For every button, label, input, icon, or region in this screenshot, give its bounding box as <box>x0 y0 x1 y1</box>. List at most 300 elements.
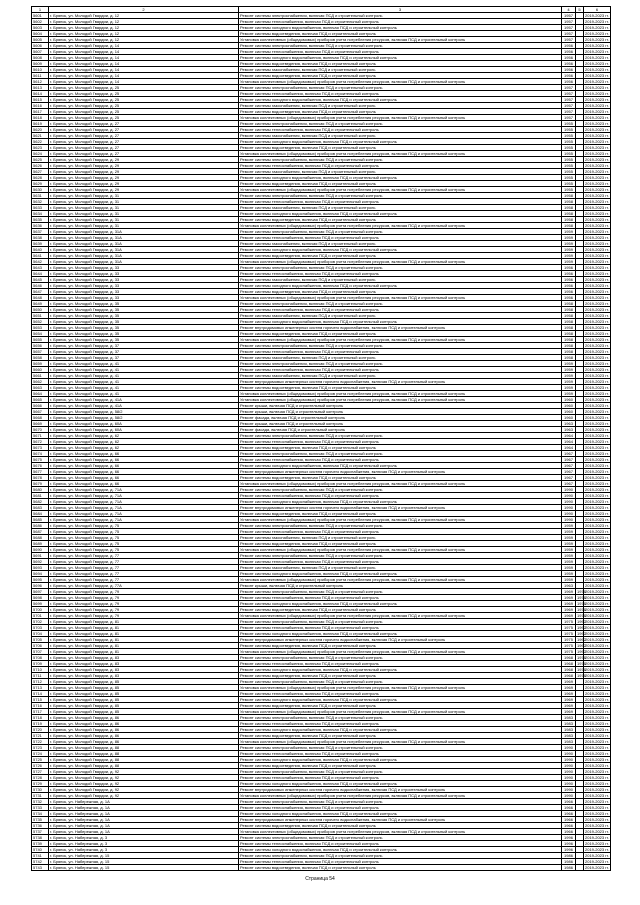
address-cell: г. Брянск, ул. Молодой Гвардии, д. 25 <box>49 103 239 109</box>
build-year-cell: 1967 <box>562 481 576 487</box>
row-number-cell: 5740 <box>32 847 49 853</box>
work-type-cell: Установка коллективных (общедомовых) приборов учета потребления ресурсов, включая ПСД и строительный контроль <box>239 295 562 301</box>
period-cell: 2019-2023 гг. <box>585 289 609 294</box>
row-number-cell: 5687 <box>32 529 49 535</box>
work-type-cell: Ремонт системы электроснабжения, включая ПСД и строительный контроль <box>239 619 562 625</box>
work-type-cell: Ремонт системы электроснабжения, включая ПСД и строительный контроль <box>239 745 562 751</box>
work-type-cell: Ремонт фасада, включая ПСД и строительный контроль <box>239 427 562 433</box>
address-cell: г. Брянск, ул. Молодой Гвардии, д. 35 <box>49 325 239 331</box>
row-number-cell: 5626 <box>32 163 49 169</box>
period-cell: 2019-2023 гг. <box>585 463 609 468</box>
work-type-cell: Ремонт системы теплоснабжения, включая ПСД и строительный контроль <box>239 235 562 241</box>
address-cell: г. Брянск, ул. Молодой Гвардии, д. 29 <box>49 163 239 169</box>
period-cell: 2019-2023 гг. <box>585 139 609 144</box>
row-number-cell: 5739 <box>32 841 49 847</box>
work-type-cell: Ремонт системы холодного водоснабжения, включая ПСД и строительный контроль <box>239 571 562 577</box>
build-year-cell: 1983 <box>562 727 576 733</box>
second-year-cell: 1992 <box>577 619 586 624</box>
table-body <box>32 13 611 871</box>
build-year-cell: 1969 <box>562 703 576 709</box>
build-year-cell: 1958 <box>562 307 576 313</box>
period-cell: 2019-2023 гг. <box>585 709 609 714</box>
address-cell: г. Брянск, ул. Молодой Гвардии, д. 83 <box>49 667 239 673</box>
row-number-cell: 5603 <box>32 25 49 31</box>
row-number-cell: 5704 <box>32 631 49 637</box>
build-year-cell: 1960 <box>562 397 576 403</box>
row-number-cell: 5674 <box>32 451 49 457</box>
work-type-cell: Ремонт системы теплоснабжения, включая ПСД и строительный контроль <box>239 49 562 55</box>
address-cell: г. Брянск, ул. Молодой Гвардии, д. 88 <box>49 745 239 751</box>
period-cell: 2019-2023 гг. <box>585 829 609 834</box>
period-cell: 2019-2023 гг. <box>585 241 609 246</box>
address-cell: г. Брянск, ул. Молодой Гвардии, д. 14 <box>49 73 239 79</box>
build-year-cell: 1990 <box>562 775 576 781</box>
row-number-cell: 5715 <box>32 697 49 703</box>
row-number-cell: 5624 <box>32 151 49 157</box>
row-number-cell: 5649 <box>32 301 49 307</box>
work-type-cell: Ремонт крыши, включая ПСД и строительный контроль <box>239 421 562 427</box>
row-number-cell: 5643 <box>32 265 49 271</box>
period-cell: 2019-2023 гг. <box>585 79 609 84</box>
address-cell: г. Брянск, ул. Набережная, д. 1А <box>49 805 239 811</box>
row-number-cell: 5669 <box>32 421 49 427</box>
work-type-cell: Ремонт системы теплоснабжения, включая ПСД и строительный контроль <box>239 271 562 277</box>
build-year-cell: 1958 <box>562 355 576 361</box>
work-type-cell: Ремонт системы электроснабжения, включая ПСД и строительный контроль <box>239 265 562 271</box>
row-number-cell: 5662 <box>32 379 49 385</box>
period-cell: 2019-2023 гг. <box>585 475 609 480</box>
period-cell: 2019-2023 гг. <box>585 721 609 726</box>
build-year-cell: 1983 <box>562 715 576 721</box>
column-number: 2 <box>49 7 239 13</box>
row-number-cell: 5731 <box>32 793 49 799</box>
address-cell: г. Брянск, ул. Молодой Гвардии, д. 12 <box>49 31 239 37</box>
work-type-cell: Ремонт системы электроснабжения, включая ПСД и строительный контроль <box>239 835 562 841</box>
work-type-cell: Ремонт системы газоснабжения, включая ПСД и строительный контроль <box>239 313 562 319</box>
row-number-cell: 5625 <box>32 157 49 163</box>
address-cell: г. Брянск, ул. Молодой Гвардии, д. 31А <box>49 253 239 259</box>
period-cell: 2019-2023 гг. <box>585 529 609 534</box>
period-cell: 2019-2023 гг. <box>585 685 609 690</box>
row-number-cell: 5691 <box>32 553 49 559</box>
address-cell: г. Брянск, ул. Молодой Гвардии, д. 35 <box>49 319 239 325</box>
period-cell: 2019-2023 гг. <box>585 109 609 114</box>
build-year-cell: 1969 <box>562 679 576 685</box>
build-year-cell: 1996 <box>562 841 576 847</box>
work-type-cell: Установка коллективных (общедомовых) приборов учета потребления ресурсов, включая ПСД и строительный контроль <box>239 223 562 229</box>
address-cell: г. Брянск, ул. Молодой Гвардии, д. 66 <box>49 469 239 475</box>
build-year-cell: 1955 <box>562 175 576 181</box>
row-number-cell: 5692 <box>32 559 49 565</box>
work-type-cell: Ремонт системы электроснабжения, включая ПСД и строительный контроль <box>239 193 562 199</box>
work-type-cell: Ремонт системы холодного водоснабжения, включая ПСД и строительный контроль <box>239 247 562 253</box>
build-year-cell: 1968 <box>562 655 576 661</box>
period-cell: 2019-2023 гг. <box>585 661 609 666</box>
period-cell: 2019-2023 гг. <box>585 763 609 768</box>
address-cell: г. Брянск, ул. Молодой Гвардии, д. 29 <box>49 169 239 175</box>
address-cell: г. Брянск, ул. Молодой Гвардии, д. 37 <box>49 343 239 349</box>
work-type-cell: Установка коллективных (общедомовых) приборов учета потребления ресурсов, включая ПСД и строительный контроль <box>239 685 562 691</box>
period-cell: 2019-2023 гг. <box>585 43 609 48</box>
build-year-cell: 1955 <box>562 139 576 145</box>
address-cell: г. Брянск, ул. Набережная, д. 1А <box>49 811 239 817</box>
period-cell: 2019-2023 гг. <box>585 379 609 384</box>
address-cell: г. Брянск, ул. Молодой Гвардии, д. 83 <box>49 673 239 679</box>
build-year-cell: 1963 <box>562 427 576 433</box>
period-cell: 2019-2023 гг. <box>585 253 609 258</box>
address-cell: г. Брянск, ул. Молодой Гвардии, д. 33 <box>49 289 239 295</box>
work-type-cell: Ремонт системы холодного водоснабжения, включая ПСД и строительный контроль <box>239 97 562 103</box>
row-number-cell: 5637 <box>32 229 49 235</box>
row-number-cell: 5628 <box>32 175 49 181</box>
work-type-cell: Ремонт внутридомовых инженерных систем горячего водоснабжения, включая ПСД и строительный контроль <box>239 637 562 643</box>
work-type-cell: Ремонт системы водоотведения, включая ПСД и строительный контроль <box>239 385 562 391</box>
build-year-cell: 1975 <box>562 643 576 649</box>
row-number-cell: 5653 <box>32 325 49 331</box>
period-cell: 2019-2023 гг. <box>585 745 609 750</box>
address-cell: г. Брянск, ул. Молодой Гвардии, д. 12 <box>49 19 239 25</box>
work-type-cell: Ремонт системы холодного водоснабжения, включая ПСД и строительный контроль <box>239 55 562 61</box>
build-year-cell: 1966 <box>562 829 576 835</box>
build-year-cell: 1956 <box>562 61 576 67</box>
address-cell: г. Брянск, ул. Молодой Гвардии, д. 92 <box>49 781 239 787</box>
period-cell: 2019-2023 гг. <box>585 643 609 648</box>
row-number-cell: 5697 <box>32 589 49 595</box>
period-cell: 2019-2023 гг. <box>585 793 609 798</box>
row-number-cell: 5650 <box>32 307 49 313</box>
period-cell: 2019-2023 гг. <box>585 421 609 426</box>
build-year-cell: 1959 <box>562 571 576 577</box>
work-type-cell: Ремонт системы электроснабжения, включая ПСД и строительный контроль <box>239 343 562 349</box>
address-cell: г. Брянск, ул. Молодой Гвардии, д. 66 <box>49 451 239 457</box>
work-type-cell: Ремонт системы теплоснабжения, включая ПСД и строительный контроль <box>239 859 562 865</box>
build-year-cell: 1968 <box>562 667 576 673</box>
build-year-cell: 1956 <box>562 265 576 271</box>
period-cell: 2019-2023 гг. <box>585 589 609 594</box>
work-type-cell: Установка коллективных (общедомовых) приборов учета потребления ресурсов, включая ПСД и строительный контроль <box>239 739 562 745</box>
build-year-cell: 1990 <box>562 793 576 799</box>
address-cell: г. Брянск, ул. Набережная, д. 1А <box>49 829 239 835</box>
period-cell: 2019-2023 гг. <box>585 739 609 744</box>
build-year-cell: 1959 <box>562 373 576 379</box>
address-cell: г. Брянск, ул. Молодой Гвардии, д. 62 <box>49 439 239 445</box>
row-number-cell: 5670 <box>32 427 49 433</box>
work-type-cell: Ремонт системы холодного водоснабжения, включая ПСД и строительный контроль <box>239 667 562 673</box>
work-type-cell: Ремонт системы водоотведения, включая ПСД и строительный контроль <box>239 331 562 337</box>
row-number-cell: 5701 <box>32 613 49 619</box>
row-number-cell: 5645 <box>32 277 49 283</box>
build-year-cell: 1990 <box>562 499 576 505</box>
work-type-cell: Ремонт системы электроснабжения, включая ПСД и строительный контроль <box>239 679 562 685</box>
period-cell: 2019-2023 гг. <box>585 193 609 198</box>
period-cell: 2019-2023 гг. <box>585 145 609 150</box>
address-cell: г. Брянск, ул. Молодой Гвардии, д. 41 <box>49 367 239 373</box>
period-cell: 2019-2023 гг. <box>585 121 609 126</box>
period-cell: 2019-2023 гг. <box>585 577 609 582</box>
period-cell: 2019-2023 гг. <box>585 595 609 600</box>
work-type-cell: Ремонт системы холодного водоснабжения, включая ПСД и строительный контроль <box>239 139 562 145</box>
work-type-cell: Ремонт системы водоотведения, включая ПСД и строительный контроль <box>239 31 562 37</box>
period-cell: 2019-2023 гг. <box>585 49 609 54</box>
work-type-cell: Ремонт системы теплоснабжения, включая ПСД и строительный контроль <box>239 367 562 373</box>
period-cell: 2019-2023 гг. <box>585 163 609 168</box>
address-cell: г. Брянск, ул. Молодой Гвардии, д. 81 <box>49 649 239 655</box>
build-year-cell: 1983 <box>562 733 576 739</box>
build-year-cell: 1956 <box>562 43 576 49</box>
build-year-cell: 1956 <box>562 289 576 295</box>
work-type-cell: Ремонт системы водоотведения, включая ПСД и строительный контроль <box>239 217 562 223</box>
build-year-cell: 1957 <box>562 85 576 91</box>
address-cell: г. Брянск, ул. Молодой Гвардии, д. 14 <box>49 61 239 67</box>
row-number-cell: 5725 <box>32 757 49 763</box>
work-type-cell: Ремонт системы теплоснабжения, включая ПСД и строительный контроль <box>239 91 562 97</box>
period-cell: 2019-2023 гг. <box>585 853 609 858</box>
address-cell: г. Брянск, ул. Молодой Гвардии, д. 77 <box>49 559 239 565</box>
address-cell: г. Брянск, ул. Набережная, д. 15 <box>49 859 239 865</box>
period-cell: 2019-2023 гг. <box>585 505 609 510</box>
row-number-cell: 5631 <box>32 193 49 199</box>
row-number-cell: 5726 <box>32 763 49 769</box>
work-type-cell: Ремонт системы электроснабжения, включая ПСД и строительный контроль <box>239 715 562 721</box>
period-cell: 2019-2023 гг. <box>585 127 609 132</box>
address-cell: г. Брянск, ул. Молодой Гвардии, д. 62 <box>49 433 239 439</box>
work-type-cell: Ремонт системы газоснабжения, включая ПСД и строительный контроль <box>239 373 562 379</box>
address-cell: г. Брянск, ул. Набережная, д. 1А <box>49 823 239 829</box>
period-cell: 2019-2023 гг. <box>585 583 609 588</box>
address-cell: г. Брянск, ул. Молодой Гвардии, д. 31А <box>49 235 239 241</box>
address-cell: г. Брянск, ул. Молодой Гвардии, д. 27 <box>49 121 239 127</box>
period-cell: 2019-2023 гг. <box>585 307 609 312</box>
work-type-cell: Ремонт внутридомовых инженерных систем горячего водоснабжения, включая ПСД и строительный контроль <box>239 379 562 385</box>
work-type-cell: Ремонт системы водоотведения, включая ПСД и строительный контроль <box>239 253 562 259</box>
address-cell: г. Брянск, ул. Молодой Гвардии, д. 35 <box>49 337 239 343</box>
row-number-cell: 5660 <box>32 367 49 373</box>
work-type-cell: Установка коллективных (общедомовых) приборов учета потребления ресурсов, включая ПСД и строительный контроль <box>239 517 562 523</box>
row-number-cell: 5668 <box>32 415 49 421</box>
build-year-cell: 1959 <box>562 241 576 247</box>
row-number-cell: 5616 <box>32 103 49 109</box>
work-type-cell: Установка коллективных (общедомовых) приборов учета потребления ресурсов, включая ПСД и строительный контроль <box>239 793 562 799</box>
address-cell: г. Брянск, ул. Молодой Гвардии, д. 25 <box>49 91 239 97</box>
period-cell: 2019-2023 гг. <box>585 865 609 870</box>
build-year-cell: 1959 <box>562 379 576 385</box>
row-number-cell: 5720 <box>32 727 49 733</box>
row-number-cell: 5638 <box>32 235 49 241</box>
address-cell: г. Брянск, ул. Молодой Гвардии, д. 31А <box>49 229 239 235</box>
row-number-cell: 5623 <box>32 145 49 151</box>
second-year-cell: 1992 <box>577 625 586 630</box>
period-cell: 2019-2023 гг. <box>585 37 609 42</box>
row-number-cell: 5682 <box>32 499 49 505</box>
row-number-cell: 5735 <box>32 817 49 823</box>
column-number: 1 <box>32 7 49 13</box>
second-year-cell: 1992 <box>577 631 586 636</box>
build-year-cell: 1968 <box>562 661 576 667</box>
address-cell: г. Брянск, ул. Молодой Гвардии, д. 75 <box>49 535 239 541</box>
work-type-cell: Ремонт системы водоотведения, включая ПСД и строительный контроль <box>239 475 562 481</box>
address-cell: г. Брянск, ул. Молодой Гвардии, д. 31 <box>49 199 239 205</box>
address-cell: г. Брянск, ул. Молодой Гвардии, д. 60А <box>49 427 239 433</box>
work-type-cell: Ремонт внутридомовых инженерных систем горячего водоснабжения, включая ПСД и строительный контроль <box>239 505 562 511</box>
work-type-cell: Ремонт системы теплоснабжения, включая ПСД и строительный контроль <box>239 457 562 463</box>
row-number-cell: 5721 <box>32 733 49 739</box>
work-type-cell: Ремонт системы электроснабжения, включая ПСД и строительный контроль <box>239 301 562 307</box>
build-year-cell: 1959 <box>562 385 576 391</box>
work-type-cell: Ремонт системы холодного водоснабжения, включая ПСД и строительный контроль <box>239 211 562 217</box>
period-cell: 2019-2023 гг. <box>585 799 609 804</box>
build-year-cell: 1958 <box>562 325 576 331</box>
work-type-cell: Установка коллективных (общедомовых) приборов учета потребления ресурсов, включая ПСД и строительный контроль <box>239 259 562 265</box>
build-year-cell: 1958 <box>562 343 576 349</box>
period-cell: 2019-2023 гг. <box>585 805 609 810</box>
period-cell: 2019-2023 гг. <box>585 361 609 366</box>
address-cell: г. Брянск, ул. Молодой Гвардии, д. 31 <box>49 211 239 217</box>
build-year-cell: 1983 <box>562 739 576 745</box>
work-type-cell: Ремонт системы теплоснабжения, включая ПСД и строительный контроль <box>239 163 562 169</box>
work-type-cell: Ремонт системы теплоснабжения, включая ПСД и строительный контроль <box>239 199 562 205</box>
row-number-cell: 5634 <box>32 211 49 217</box>
address-cell: г. Брянск, ул. Молодой Гвардии, д. 88 <box>49 757 239 763</box>
work-type-cell: Ремонт системы водоотведения, включая ПСД и строительный контроль <box>239 733 562 739</box>
period-cell: 2019-2023 гг. <box>585 769 609 774</box>
address-cell: г. Брянск, ул. Молодой Гвардии, д. 33 <box>49 271 239 277</box>
address-cell: г. Брянск, ул. Молодой Гвардии, д. 81 <box>49 637 239 643</box>
page-number: Страница 54 <box>305 876 335 882</box>
period-cell: 2019-2023 гг. <box>585 31 609 36</box>
row-number-cell: 5658 <box>32 355 49 361</box>
build-year-cell: 1957 <box>562 19 576 25</box>
period-cell: 2019-2023 гг. <box>585 427 609 432</box>
row-number-cell: 5708 <box>32 655 49 661</box>
row-number-cell: 5684 <box>32 511 49 517</box>
row-number-cell: 5734 <box>32 811 49 817</box>
address-cell: г. Брянск, ул. Молодой Гвардии, д. 41 <box>49 391 239 397</box>
address-cell: г. Брянск, ул. Молодой Гвардии, д. 37 <box>49 349 239 355</box>
work-type-cell: Ремонт системы электроснабжения, включая ПСД и строительный контроль <box>239 523 562 529</box>
period-cell: 2019-2023 гг. <box>585 151 609 156</box>
period-cell: 2019-2023 гг. <box>585 625 609 630</box>
work-type-cell: Ремонт системы электроснабжения, включая ПСД и строительный контроль <box>239 853 562 859</box>
build-year-cell: 1958 <box>562 217 576 223</box>
address-cell: г. Брянск, ул. Молодой Гвардии, д. 31 <box>49 205 239 211</box>
build-year-cell: 1957 <box>562 37 576 43</box>
build-year-cell: 1990 <box>562 505 576 511</box>
address-cell: г. Брянск, ул. Молодой Гвардии, д. 79 <box>49 613 239 619</box>
build-year-cell: 1955 <box>562 157 576 163</box>
column-number: 4 <box>562 7 576 13</box>
row-number-cell: 5707 <box>32 649 49 655</box>
address-cell: г. Брянск, ул. Молодой Гвардии, д. 85 <box>49 703 239 709</box>
address-cell: г. Брянск, ул. Молодой Гвардии, д. 12 <box>49 25 239 31</box>
period-cell: 2019-2023 гг. <box>585 97 609 102</box>
period-cell: 2019-2023 гг. <box>585 607 609 612</box>
period-cell: 2019-2023 гг. <box>585 349 609 354</box>
period-cell: 2019-2023 гг. <box>585 235 609 240</box>
work-type-cell: Ремонт системы теплоснабжения, включая ПСД и строительный контроль <box>239 595 562 601</box>
address-cell: г. Брянск, ул. Молодой Гвардии, д. 27 <box>49 151 239 157</box>
period-cell: 2019-2023 гг. <box>585 277 609 282</box>
build-year-cell: 1986 <box>562 865 576 871</box>
address-cell: г. Брянск, ул. Молодой Гвардии, д. 33 <box>49 283 239 289</box>
build-year-cell: 1959 <box>562 523 576 529</box>
row-number-cell: 5714 <box>32 691 49 697</box>
build-year-cell: 1959 <box>562 235 576 241</box>
second-year-cell: 1992 <box>577 637 586 642</box>
period-cell: 2019-2023 гг. <box>585 631 609 636</box>
period-cell: 2019-2023 гг. <box>585 181 609 186</box>
row-number-cell: 5656 <box>32 343 49 349</box>
row-number-cell: 5665 <box>32 397 49 403</box>
column-number: 5 <box>576 7 584 13</box>
address-cell: г. Брянск, ул. Молодой Гвардии, д. 77 <box>49 571 239 577</box>
row-number-cell: 5718 <box>32 715 49 721</box>
column-number: 3 <box>239 7 562 13</box>
build-year-cell: 1969 <box>562 607 576 613</box>
second-year-cell: 1976 <box>577 601 586 606</box>
work-type-cell: Установка коллективных (общедомовых) приборов учета потребления ресурсов, включая ПСД и строительный контроль <box>239 187 562 193</box>
work-type-cell: Ремонт системы электроснабжения, включая ПСД и строительный контроль <box>239 433 562 439</box>
work-type-cell: Ремонт системы газоснабжения, включая ПСД и строительный контроль <box>239 535 562 541</box>
row-number-cell: 5613 <box>32 85 49 91</box>
build-year-cell: 1963 <box>562 583 576 589</box>
period-cell: 2019-2023 гг. <box>585 55 609 60</box>
build-year-cell: 1958 <box>562 319 576 325</box>
row-number-cell: 5639 <box>32 241 49 247</box>
period-cell: 2019-2023 гг. <box>585 385 609 390</box>
row-number-cell: 5723 <box>32 745 49 751</box>
row-number-cell: 5642 <box>32 259 49 265</box>
period-cell: 2019-2023 гг. <box>585 499 609 504</box>
work-type-cell: Ремонт системы холодного водоснабжения, включая ПСД и строительный контроль <box>239 811 562 817</box>
address-cell: г. Брянск, ул. Молодой Гвардии, д. 75 <box>49 529 239 535</box>
work-type-cell: Ремонт внутридомовых инженерных систем горячего водоснабжения, включая ПСД и строительный контроль <box>239 787 562 793</box>
period-cell: 2019-2023 гг. <box>585 697 609 702</box>
work-type-cell: Ремонт системы водоотведения, включая ПСД и строительный контроль <box>239 673 562 679</box>
build-year-cell: 1955 <box>562 121 576 127</box>
work-type-cell: Ремонт системы газоснабжения, включая ПСД и строительный контроль <box>239 67 562 73</box>
address-cell: г. Брянск, ул. Молодой Гвардии, д. 33 <box>49 265 239 271</box>
period-cell: 2019-2023 гг. <box>585 205 609 210</box>
work-type-cell: Установка коллективных (общедомовых) приборов учета потребления ресурсов, включая ПСД и строительный контроль <box>239 397 562 403</box>
row-number-cell: 5620 <box>32 127 49 133</box>
row-number-cell: 5610 <box>32 67 49 73</box>
address-cell: г. Брянск, ул. Молодой Гвардии, д. 27 <box>49 127 239 133</box>
row-number-cell: 5705 <box>32 637 49 643</box>
period-cell: 2019-2023 гг. <box>585 91 609 96</box>
work-type-cell: Ремонт системы холодного водоснабжения, включая ПСД и строительный контроль <box>239 601 562 607</box>
row-number-cell: 5694 <box>32 571 49 577</box>
row-number-cell: 5655 <box>32 337 49 343</box>
address-cell: г. Брянск, ул. Молодой Гвардии, д. 92 <box>49 775 239 781</box>
address-cell: г. Брянск, ул. Молодой Гвардии, д. 35 <box>49 331 239 337</box>
build-year-cell: 1966 <box>562 823 576 829</box>
address-cell: г. Брянск, ул. Молодой Гвардии, д. 29 <box>49 187 239 193</box>
row-number-cell: 5648 <box>32 295 49 301</box>
address-cell: г. Брянск, ул. Молодой Гвардии, д. 41 <box>49 379 239 385</box>
row-number-cell: 5698 <box>32 595 49 601</box>
row-number-cell: 5664 <box>32 391 49 397</box>
period-cell: 2019-2023 гг. <box>585 637 609 642</box>
work-type-cell: Ремонт системы электроснабжения, включая ПСД и строительный контроль <box>239 121 562 127</box>
row-number-cell: 5606 <box>32 43 49 49</box>
work-type-cell: Ремонт системы электроснабжения, включая ПСД и строительный контроль <box>239 655 562 661</box>
work-type-cell: Ремонт внутридомовых инженерных систем горячего водоснабжения, включая ПСД и строительный контроль <box>239 325 562 331</box>
work-type-cell: Ремонт системы теплоснабжения, включая ПСД и строительный контроль <box>239 841 562 847</box>
address-cell: г. Брянск, ул. Молодой Гвардии, д. 25 <box>49 115 239 121</box>
row-number-cell: 5743 <box>32 865 49 871</box>
row-number-cell: 5713 <box>32 685 49 691</box>
row-number-cell: 5671 <box>32 433 49 439</box>
